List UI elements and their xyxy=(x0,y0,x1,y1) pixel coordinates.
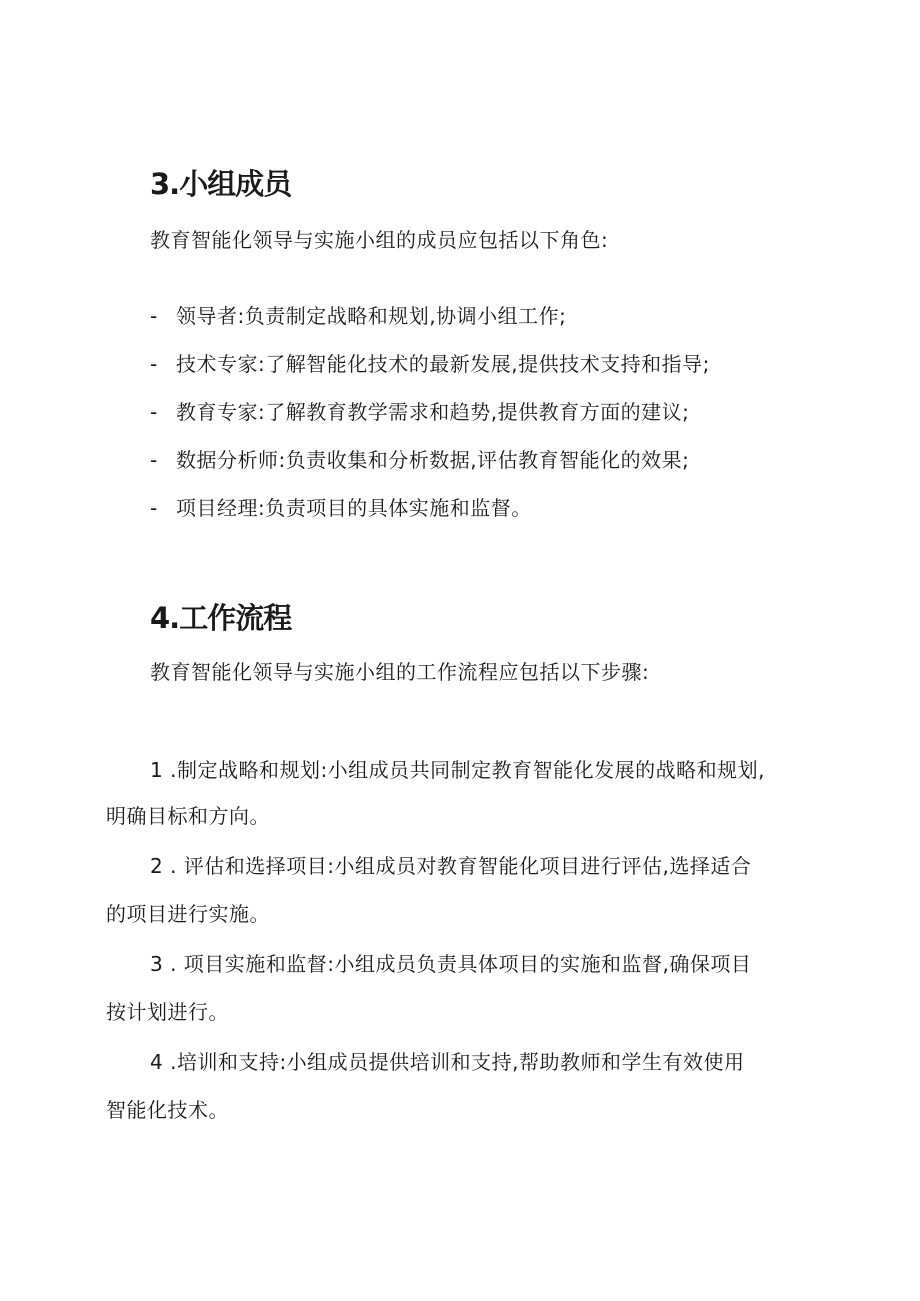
role-text: 项目经理:负责项目的具体实施和监督。 xyxy=(176,496,532,520)
step-line-continued: 智能化技术。 xyxy=(106,1098,229,1122)
role-item xyxy=(150,350,710,378)
step-line: 2 . 评估和选择项目:小组成员对教育智能化项目进行评估,选择适合 xyxy=(150,854,752,878)
section-3-intro: 教育智能化领导与实施小组的成员应包括以下角色: xyxy=(150,228,609,252)
bullet-dash: - xyxy=(150,304,158,328)
step-line: 4 .培训和支持:小组成员提供培训和支持,帮助教师和学生有效使用 xyxy=(150,1050,745,1074)
bullet-dash: - xyxy=(150,496,158,520)
role-item xyxy=(150,494,532,522)
step-line-continued: 按计划进行。 xyxy=(106,1000,229,1024)
role-item xyxy=(150,302,566,330)
role-text: 数据分析师:负责收集和分析数据,评估教育智能化的效果; xyxy=(176,448,690,472)
role-text: 教育专家:了解教育教学需求和趋势,提供教育方面的建议; xyxy=(176,400,690,424)
step-line: 1 .制定战略和规划:小组成员共同制定教育智能化发展的战略和规划, xyxy=(150,758,766,782)
step-line-continued: 的项目进行实施。 xyxy=(106,902,270,926)
role-item xyxy=(150,398,689,426)
bullet-dash: - xyxy=(150,352,158,376)
section-3-heading: 3.小组成员 xyxy=(150,167,292,201)
step-line: 3 . 项目实施和监督:小组成员负责具体项目的实施和监督,确保项目 xyxy=(150,952,752,976)
role-text: 领导者:负责制定战略和规划,协调小组工作; xyxy=(176,304,567,328)
role-item xyxy=(150,446,689,474)
section-4-heading: 4.工作流程 xyxy=(150,601,292,635)
step-line-continued: 明确目标和方向。 xyxy=(106,804,270,828)
section-4-intro: 教育智能化领导与实施小组的工作流程应包括以下步骤: xyxy=(150,660,650,684)
role-text: 技术专家:了解智能化技术的最新发展,提供技术支持和指导; xyxy=(176,352,710,376)
bullet-dash: - xyxy=(150,400,158,424)
bullet-dash: - xyxy=(150,448,158,472)
